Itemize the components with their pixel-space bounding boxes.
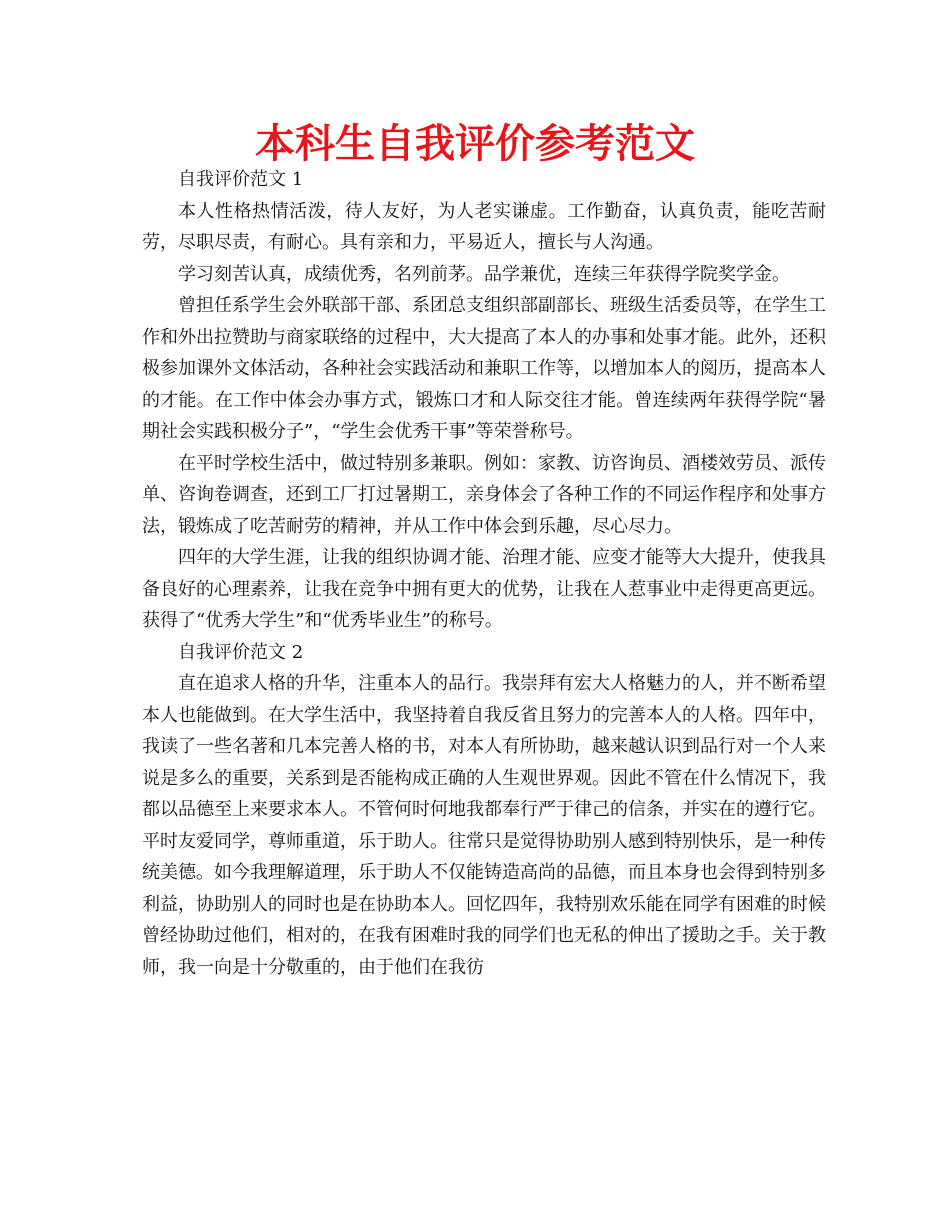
document-body <box>142 164 826 983</box>
paragraph: 直在追求人格的升华，注重本人的品行。我崇拜有宏大人格魅力的人，并不断希望本人也能做到。在大学生活中，我坚持着自我反省且努力的完善本人的人格。四年中，我读了一些名著和几本完善人格的书，对本人有所协助，越来越认识到品行对一个人来说是多么的重要，关系到是否能构成正确的人生观世界观。因此不管在什么情况下，我都以品德至上来要求本人。不管何时何地我都奉行严于律己的信条，并实在的遵行它。平时友爱同学，尊师重道，乐于助人。往常只是觉得协助别人感到特别快乐，是一种传统美德。如今我理解道理，乐于助人不仅能铸造高尚的品德，而且本身也会得到特别多利益，协助别人的同时也是在协助本人。回忆四年，我特别欢乐能在同学有困难的时候曾经协助过他们，相对的，在我有困难时我的同学们也无私的伸出了援助之手。关于教师，我一向是十分敬重的，由于他们在我彷 <box>142 673 826 978</box>
paragraph: 学习刻苦认真，成绩优秀，名列前茅。品学兼优，连续三年获得学院奖学金。 <box>178 263 790 285</box>
paragraph: 本人性格热情活泼，待人友好，为人老实谦虚。工作勤奋，认真负责，能吃苦耐劳，尽职尽责，有耐心。具有亲和力，平易近人，擅长与人沟通。 <box>142 200 826 253</box>
paragraph: 在平时学校生活中，做过特别多兼职。例如：家教、访咨询员、酒楼效劳员、派传单、咨询卷调查，还到工厂打过暑期工，亲身体会了各种工作的不同运作程序和处事方法，锻炼成了吃苦耐劳的精神，并从工作中体会到乐趣，尽心尽力。 <box>142 452 826 537</box>
document-title: 本科生自我评价参考范文 <box>255 121 695 167</box>
paragraph: 曾担任系学生会外联部干部、系团总支组织部副部长、班级生活委员等，在学生工作和外出拉赞助与商家联络的过程中，大大提高了本人的办事和处事才能。此外，还积极参加课外文体活动，各种社会实践活动和兼职工作等，以增加本人的阅历，提高本人的才能。在工作中体会办事方式，锻炼口才和人际交往才能。曾连续两年获得学院“暑期社会实践积极分子”，“学生会优秀干事”等荣誉称号。 <box>142 295 826 442</box>
section-heading: 自我评价范文 1 <box>178 169 304 190</box>
paragraph: 四年的大学生涯，让我的组织协调才能、治理才能、应变才能等大大提升，使我具备良好的心理素养，让我在竞争中拥有更大的优势，让我在人惹事业中走得更高更远。获得了“优秀大学生”和“优秀毕业生”的称号。 <box>142 547 826 631</box>
section-heading: 自我评价范文 2 <box>178 641 304 663</box>
